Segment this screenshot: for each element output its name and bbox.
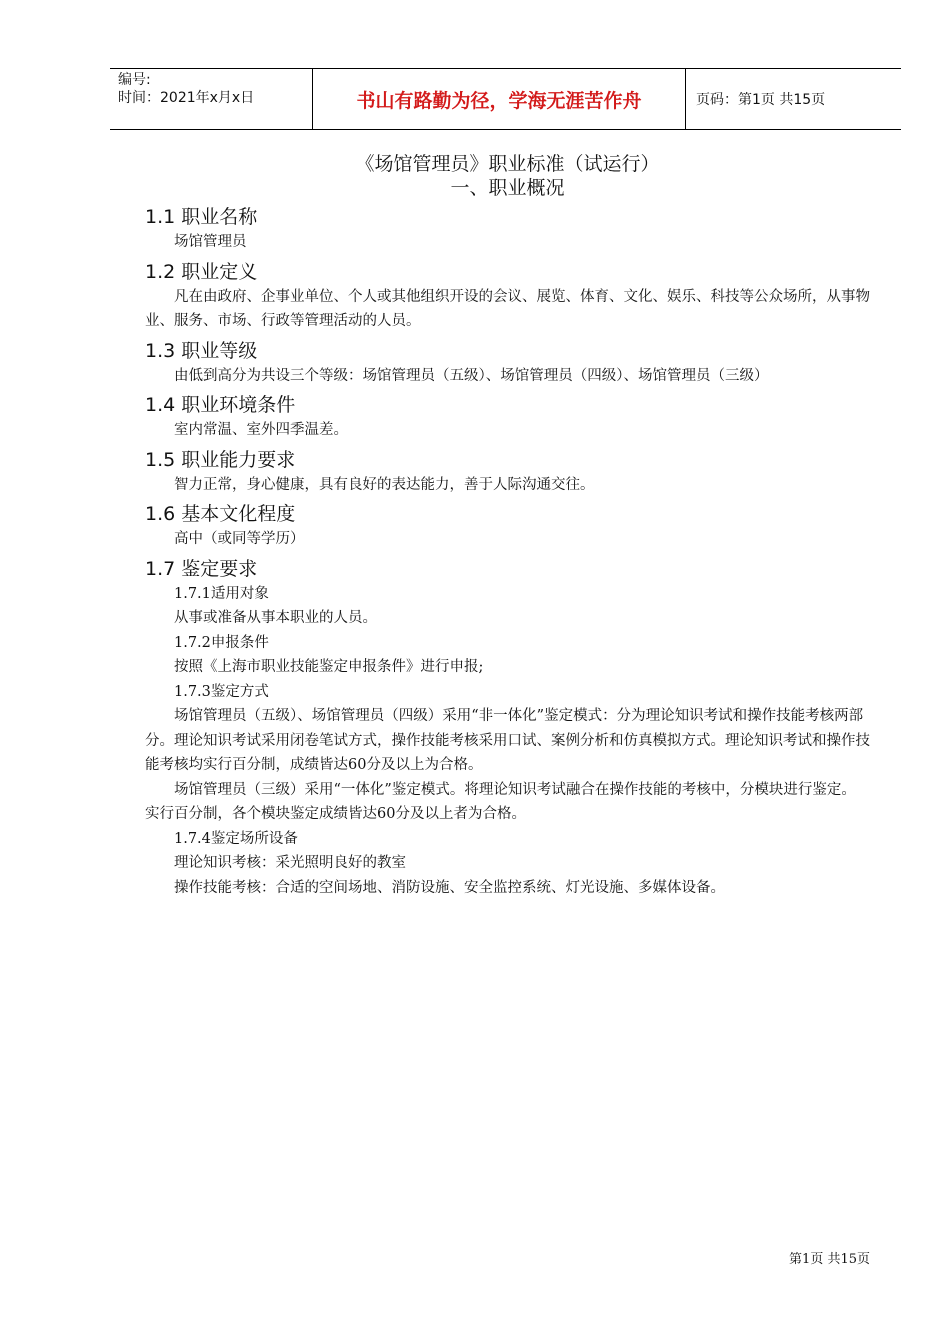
subhead-1-7-3: 1.7.3鉴定方式 xyxy=(174,683,269,700)
number-label: 编号: xyxy=(118,72,151,88)
doc-title: 《场馆管理员》职业标准（试运行） xyxy=(355,153,660,175)
para-1-7-3b: 场馆管理员（三级）采用“一体化”鉴定模式。将理论知识考试融合在操作技能的考核中，分模块进行鉴定。实行百分制，各个模块鉴定成绩皆达60分及以上者为合格。 xyxy=(145,781,856,822)
doc-subtitle: 一、职业概况 xyxy=(450,177,565,199)
section-1-7: 1.7 鉴定要求 xyxy=(145,557,258,580)
subhead-1-7-1: 1.7.1适用对象 xyxy=(174,585,269,602)
para-1-7-2: 按照《上海市职业技能鉴定申报条件》进行申报; xyxy=(174,659,484,675)
section-1-6: 1.6 基本文化程度 xyxy=(145,503,296,525)
section-1-4: 1.4 职业环境条件 xyxy=(145,394,296,416)
para-1-7-3a: 场馆管理员（五级）、场馆管理员（四级）采用“非一体化”鉴定模式：分为理论知识考试和操作技能考核两部分。理论知识考试采用闭卷笔试方式，操作技能考核采用口试、案例分析和仿真模拟方式。理论知识考试和操作技能考核均实行百分制，成绩皆达60分及以上为合格。 xyxy=(145,708,870,773)
para-1-3: 由低到高分为共设三个等级：场馆管理员（五级）、场馆管理员（四级）、场馆管理员（三级） xyxy=(174,367,769,384)
para-1-7-1: 从事或准备从事本职业的人员。 xyxy=(174,610,377,626)
section-1-5: 1.5 职业能力要求 xyxy=(145,448,296,471)
para-1-5: 智力正常，身心健康，具有良好的表达能力，善于人际沟通交往。 xyxy=(174,476,595,493)
header-meta xyxy=(110,69,312,129)
page-footer: 第1页 共15页 xyxy=(789,1252,870,1267)
para-1-1: 场馆管理员 xyxy=(174,234,247,250)
para-1-6: 高中（或同等学历） xyxy=(174,531,305,547)
section-1-1: 1.1 职业名称 xyxy=(145,206,258,228)
para-1-7-4b: 操作技能考核：合适的空间场地、消防设施、安全监控系统、灯光设施、多媒体设备。 xyxy=(174,879,725,896)
time-label: 时间：2021年x月x日 xyxy=(118,90,255,106)
header-page-info: 页码：第1页 共15页 xyxy=(696,92,826,108)
subhead-1-7-2: 1.7.2申报条件 xyxy=(174,634,269,651)
section-1-3: 1.3 职业等级 xyxy=(145,339,258,362)
page-header xyxy=(110,68,901,130)
document-body xyxy=(145,152,870,900)
header-motto: 书山有路勤为径，学海无涯苦作舟 xyxy=(312,69,686,129)
para-1-4: 室内常温、室外四季温差。 xyxy=(174,422,348,438)
para-1-2: 凡在由政府、企事业单位、个人或其他组织开设的会议、展览、体育、文化、娱乐、科技等公众场所，从事物业、服务、市场、行政等管理活动的人员。 xyxy=(145,288,870,329)
section-1-2: 1.2 职业定义 xyxy=(145,260,258,283)
para-1-7-4a: 理论知识考核：采光照明良好的教室 xyxy=(174,855,406,871)
subhead-1-7-4: 1.7.4鉴定场所设备 xyxy=(174,830,298,847)
